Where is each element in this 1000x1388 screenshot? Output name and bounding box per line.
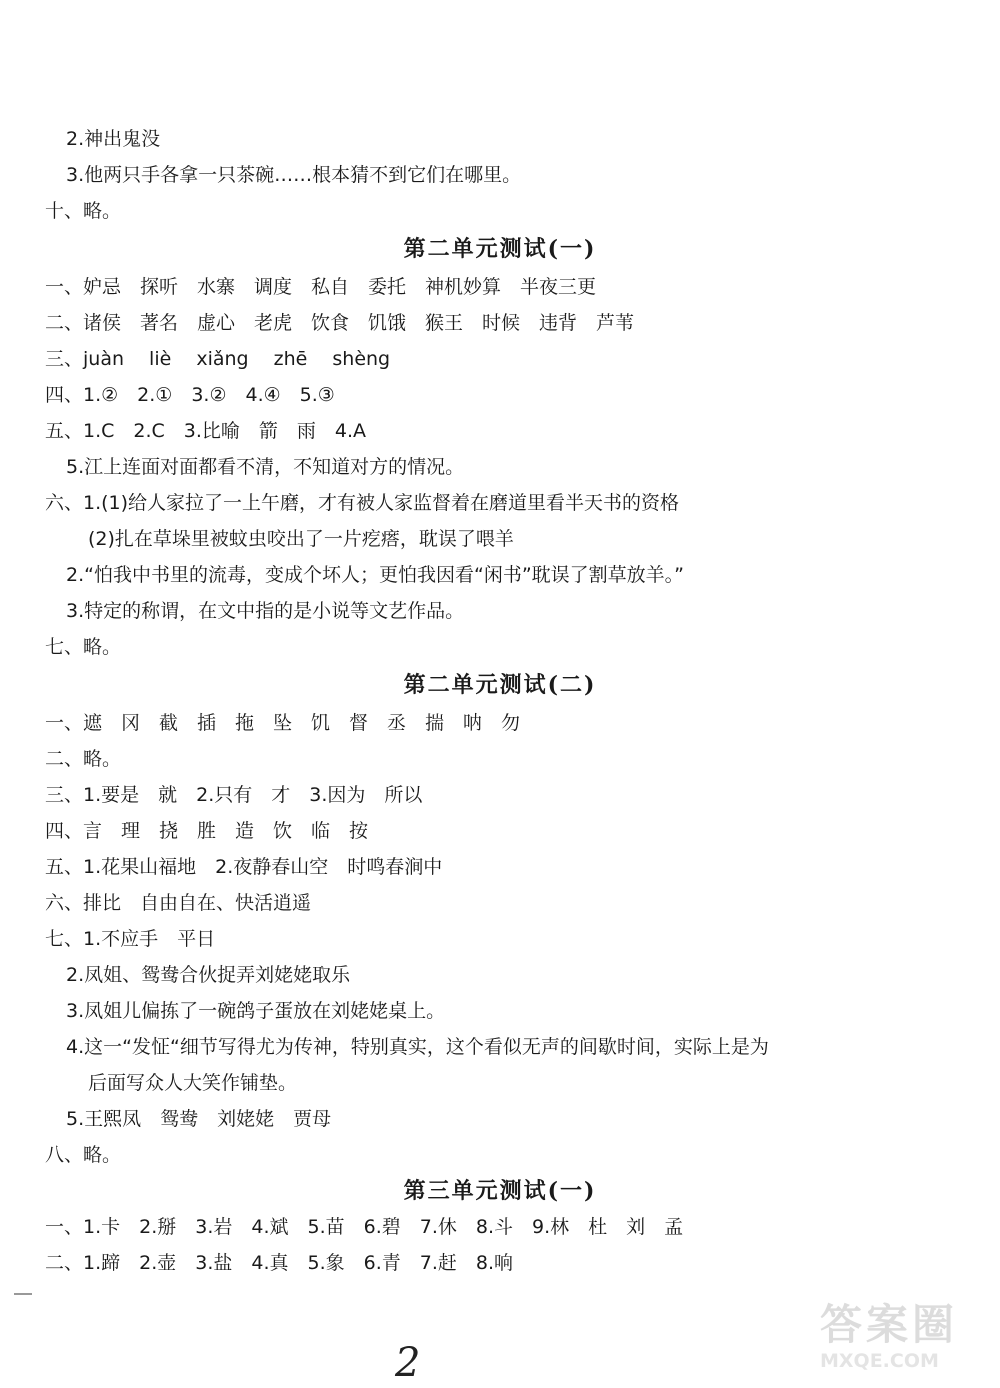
answer-line: 2.神出鬼没 <box>66 128 161 150</box>
answer-line: 4.这一“发怔“细节写得尤为传神，特别真实，这个看似无声的间歇时间，实际上是为 <box>66 1036 769 1058</box>
answer-line: 四、1.② 2.① 3.② 4.④ 5.③ <box>45 384 335 406</box>
answer-line: 3.凤姐儿偏拣了一碗鸽子蛋放在刘姥姥桌上。 <box>66 1000 446 1022</box>
answer-line: 三、juàn liè xiǎng zhē shèng <box>45 348 391 370</box>
answer-line: 5.江上连面对面都看不清，不知道对方的情况。 <box>66 456 465 478</box>
answer-line: 六、排比 自由自在、快活逍遥 <box>45 892 312 914</box>
answer-line: 二、诸侯 著名 虚心 老虎 饮食 饥饿 猴王 时候 违背 芦苇 <box>45 312 635 334</box>
answer-line: 一、遮 冈 截 插 拖 坠 饥 督 丞 揣 呐 勿 <box>45 712 521 734</box>
watermark-title: 答案圈 <box>820 1300 959 1349</box>
section-title: 第三单元测试(一) <box>403 1178 597 1204</box>
answer-line: 3.特定的称谓，在文中指的是小说等文艺作品。 <box>66 600 465 622</box>
page-number: 2 <box>395 1340 421 1386</box>
watermark-url: MXQE.COM <box>820 1350 939 1372</box>
section-title: 第二单元测试(二) <box>403 672 597 698</box>
answer-line: 五、1.C 2.C 3.比喻 箭 雨 4.A <box>45 420 367 442</box>
answer-line: 3.他两只手各拿一只茶碗……根本猜不到它们在哪里。 <box>66 164 522 186</box>
answer-line: 六、1.(1)给人家拉了一上午磨，才有被人家监督着在磨道里看半天书的资格 <box>45 492 680 514</box>
answer-line: (2)扎在草垛里被蚊虫咬出了一片疙瘩，耽误了喂羊 <box>88 528 514 550</box>
answer-line: 后面写众人大笑作铺垫。 <box>88 1072 298 1094</box>
answer-line: 2.“怕我中书里的流毒，变成个坏人；更怕我因看“闲书”耽误了割草放羊。” <box>66 564 685 586</box>
answer-line: 十、略。 <box>45 200 122 222</box>
answer-line: 二、略。 <box>45 748 122 770</box>
scan-mark <box>14 1293 32 1295</box>
answer-line: 八、略。 <box>45 1144 122 1166</box>
answer-line: 5.王熙凤 鸳鸯 刘姥姥 贾母 <box>66 1108 332 1130</box>
answer-line: 三、1.要是 就 2.只有 才 3.因为 所以 <box>45 784 423 806</box>
answer-line: 2.凤姐、鸳鸯合伙捉弄刘姥姥取乐 <box>66 964 351 986</box>
answer-line: 一、1.卡 2.掰 3.岩 4.斌 5.苗 6.碧 7.休 8.斗 9.林 杜 刘 孟 <box>45 1216 684 1238</box>
answer-line: 一、妒忌 探听 水寨 调度 私自 委托 神机妙算 半夜三更 <box>45 276 597 298</box>
answer-line: 七、略。 <box>45 636 122 658</box>
section-title: 第二单元测试(一) <box>403 236 597 262</box>
watermark-logo <box>820 1300 990 1382</box>
answer-line: 七、1.不应手 平日 <box>45 928 216 950</box>
answer-line: 二、1.蹄 2.壶 3.盐 4.真 5.象 6.青 7.赶 8.响 <box>45 1252 514 1274</box>
answer-line: 五、1.花果山福地 2.夜静春山空 时鸣春涧中 <box>45 856 443 878</box>
answer-line: 四、言 理 挠 胜 造 饮 临 按 <box>45 820 369 842</box>
